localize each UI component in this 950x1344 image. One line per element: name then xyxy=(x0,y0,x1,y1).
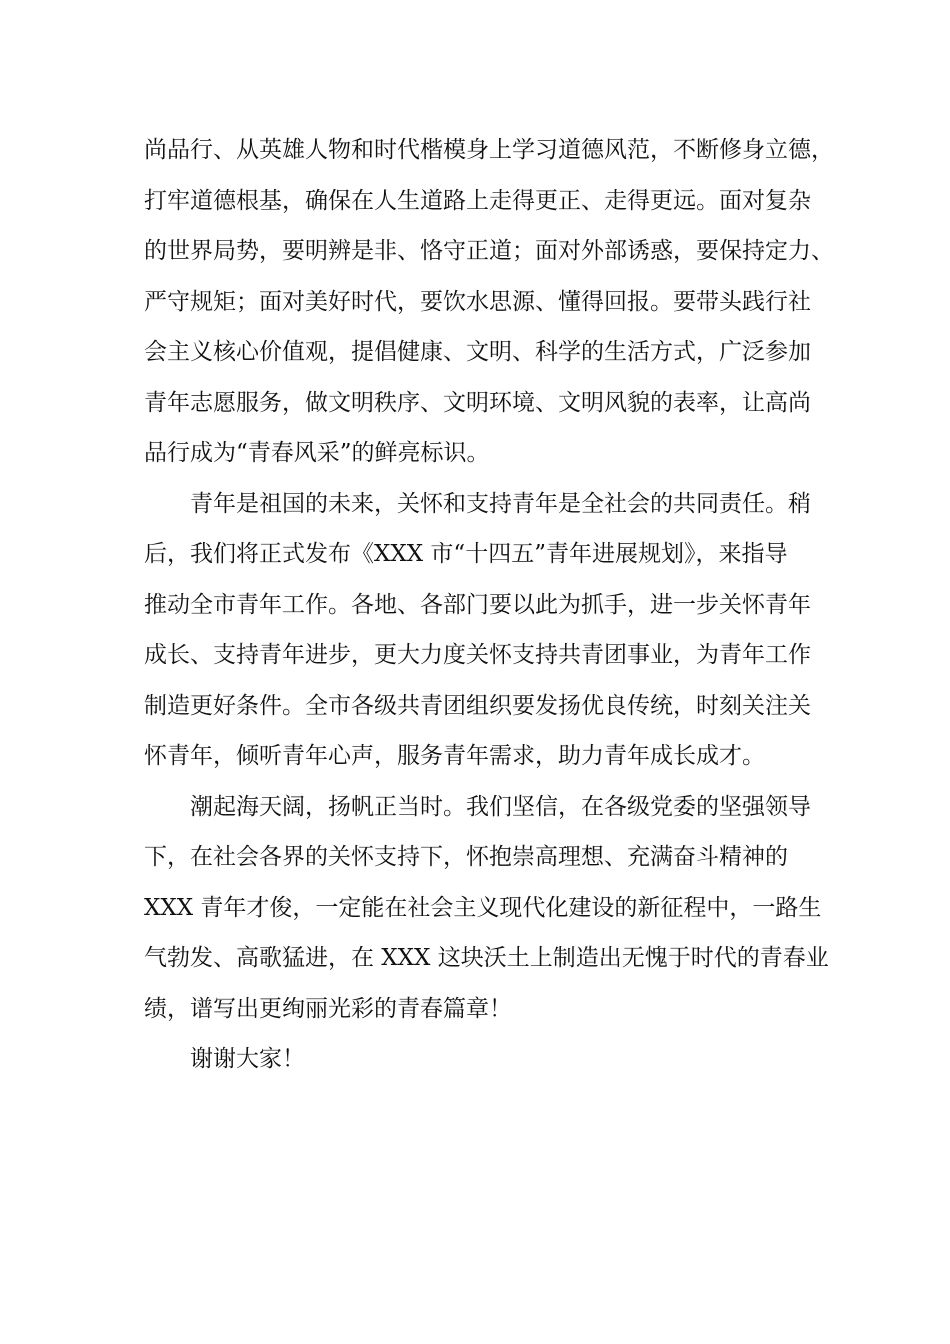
text-line: 制造更好条件。全市各级共青团组织要发扬优良传统，时刻关注关 xyxy=(144,692,811,719)
text-line: 怀青年，倾听青年心声，服务青年需求，助力青年成长成才。 xyxy=(144,743,765,769)
text-line: 尚品行、从英雄人物和时代楷模身上学习道德风范，不断修身立德， xyxy=(144,137,834,163)
text-line: 成长、支持青年进步，更大力度关怀支持共青团事业，为青年工作 xyxy=(144,642,811,668)
text-line: 打牢道德根基，确保在人生道路上走得更正、走得更远。面对复杂 xyxy=(144,187,811,214)
text-line: 后，我们将正式发布《XXX 市“十四五”青年进展规划》，来指导 xyxy=(144,541,788,567)
text-line: 绩，谱写出更绚丽光彩的青春篇章！ xyxy=(144,995,512,1022)
text-line: 下，在社会各界的关怀支持下，怀抱崇高理想、充满奋斗精神的 xyxy=(144,844,788,870)
paragraph-first-line: 青年是祖国的未来，关怀和支持青年是全社会的共同责任。稍 xyxy=(190,490,811,517)
text-line: 的世界局势，要明辨是非、恪守正道；面对外部诱惑，要保持定力、 xyxy=(144,238,834,264)
text-line: XXX 青年才俊，一定能在社会主义现代化建设的新征程中，一路生 xyxy=(144,894,822,921)
body-text xyxy=(144,125,834,1085)
text-line: 严守规矩；面对美好时代，要饮水思源、懂得回报。要带头践行社 xyxy=(144,288,811,315)
text-line: 气勃发、高歌猛进，在 XXX 这块沃土上制造出无愧于时代的青春业 xyxy=(144,945,829,971)
paragraph-first-line: 潮起海天阔，扬帆正当时。我们坚信，在各级党委的坚强领导 xyxy=(190,793,811,820)
text-line: 品行成为“青春风采”的鲜亮标识。 xyxy=(144,440,490,466)
text-line: 会主义核心价值观，提倡健康、文明、科学的生活方式，广泛参加 xyxy=(144,339,811,365)
text-line: 推动全市青年工作。各地、各部门要以此为抓手，进一步关怀青年 xyxy=(144,591,811,618)
text-line: 青年志愿服务，做文明秩序、文明环境、文明风貌的表率，让高尚 xyxy=(144,389,811,416)
closing-line: 谢谢大家！ xyxy=(190,1046,305,1072)
